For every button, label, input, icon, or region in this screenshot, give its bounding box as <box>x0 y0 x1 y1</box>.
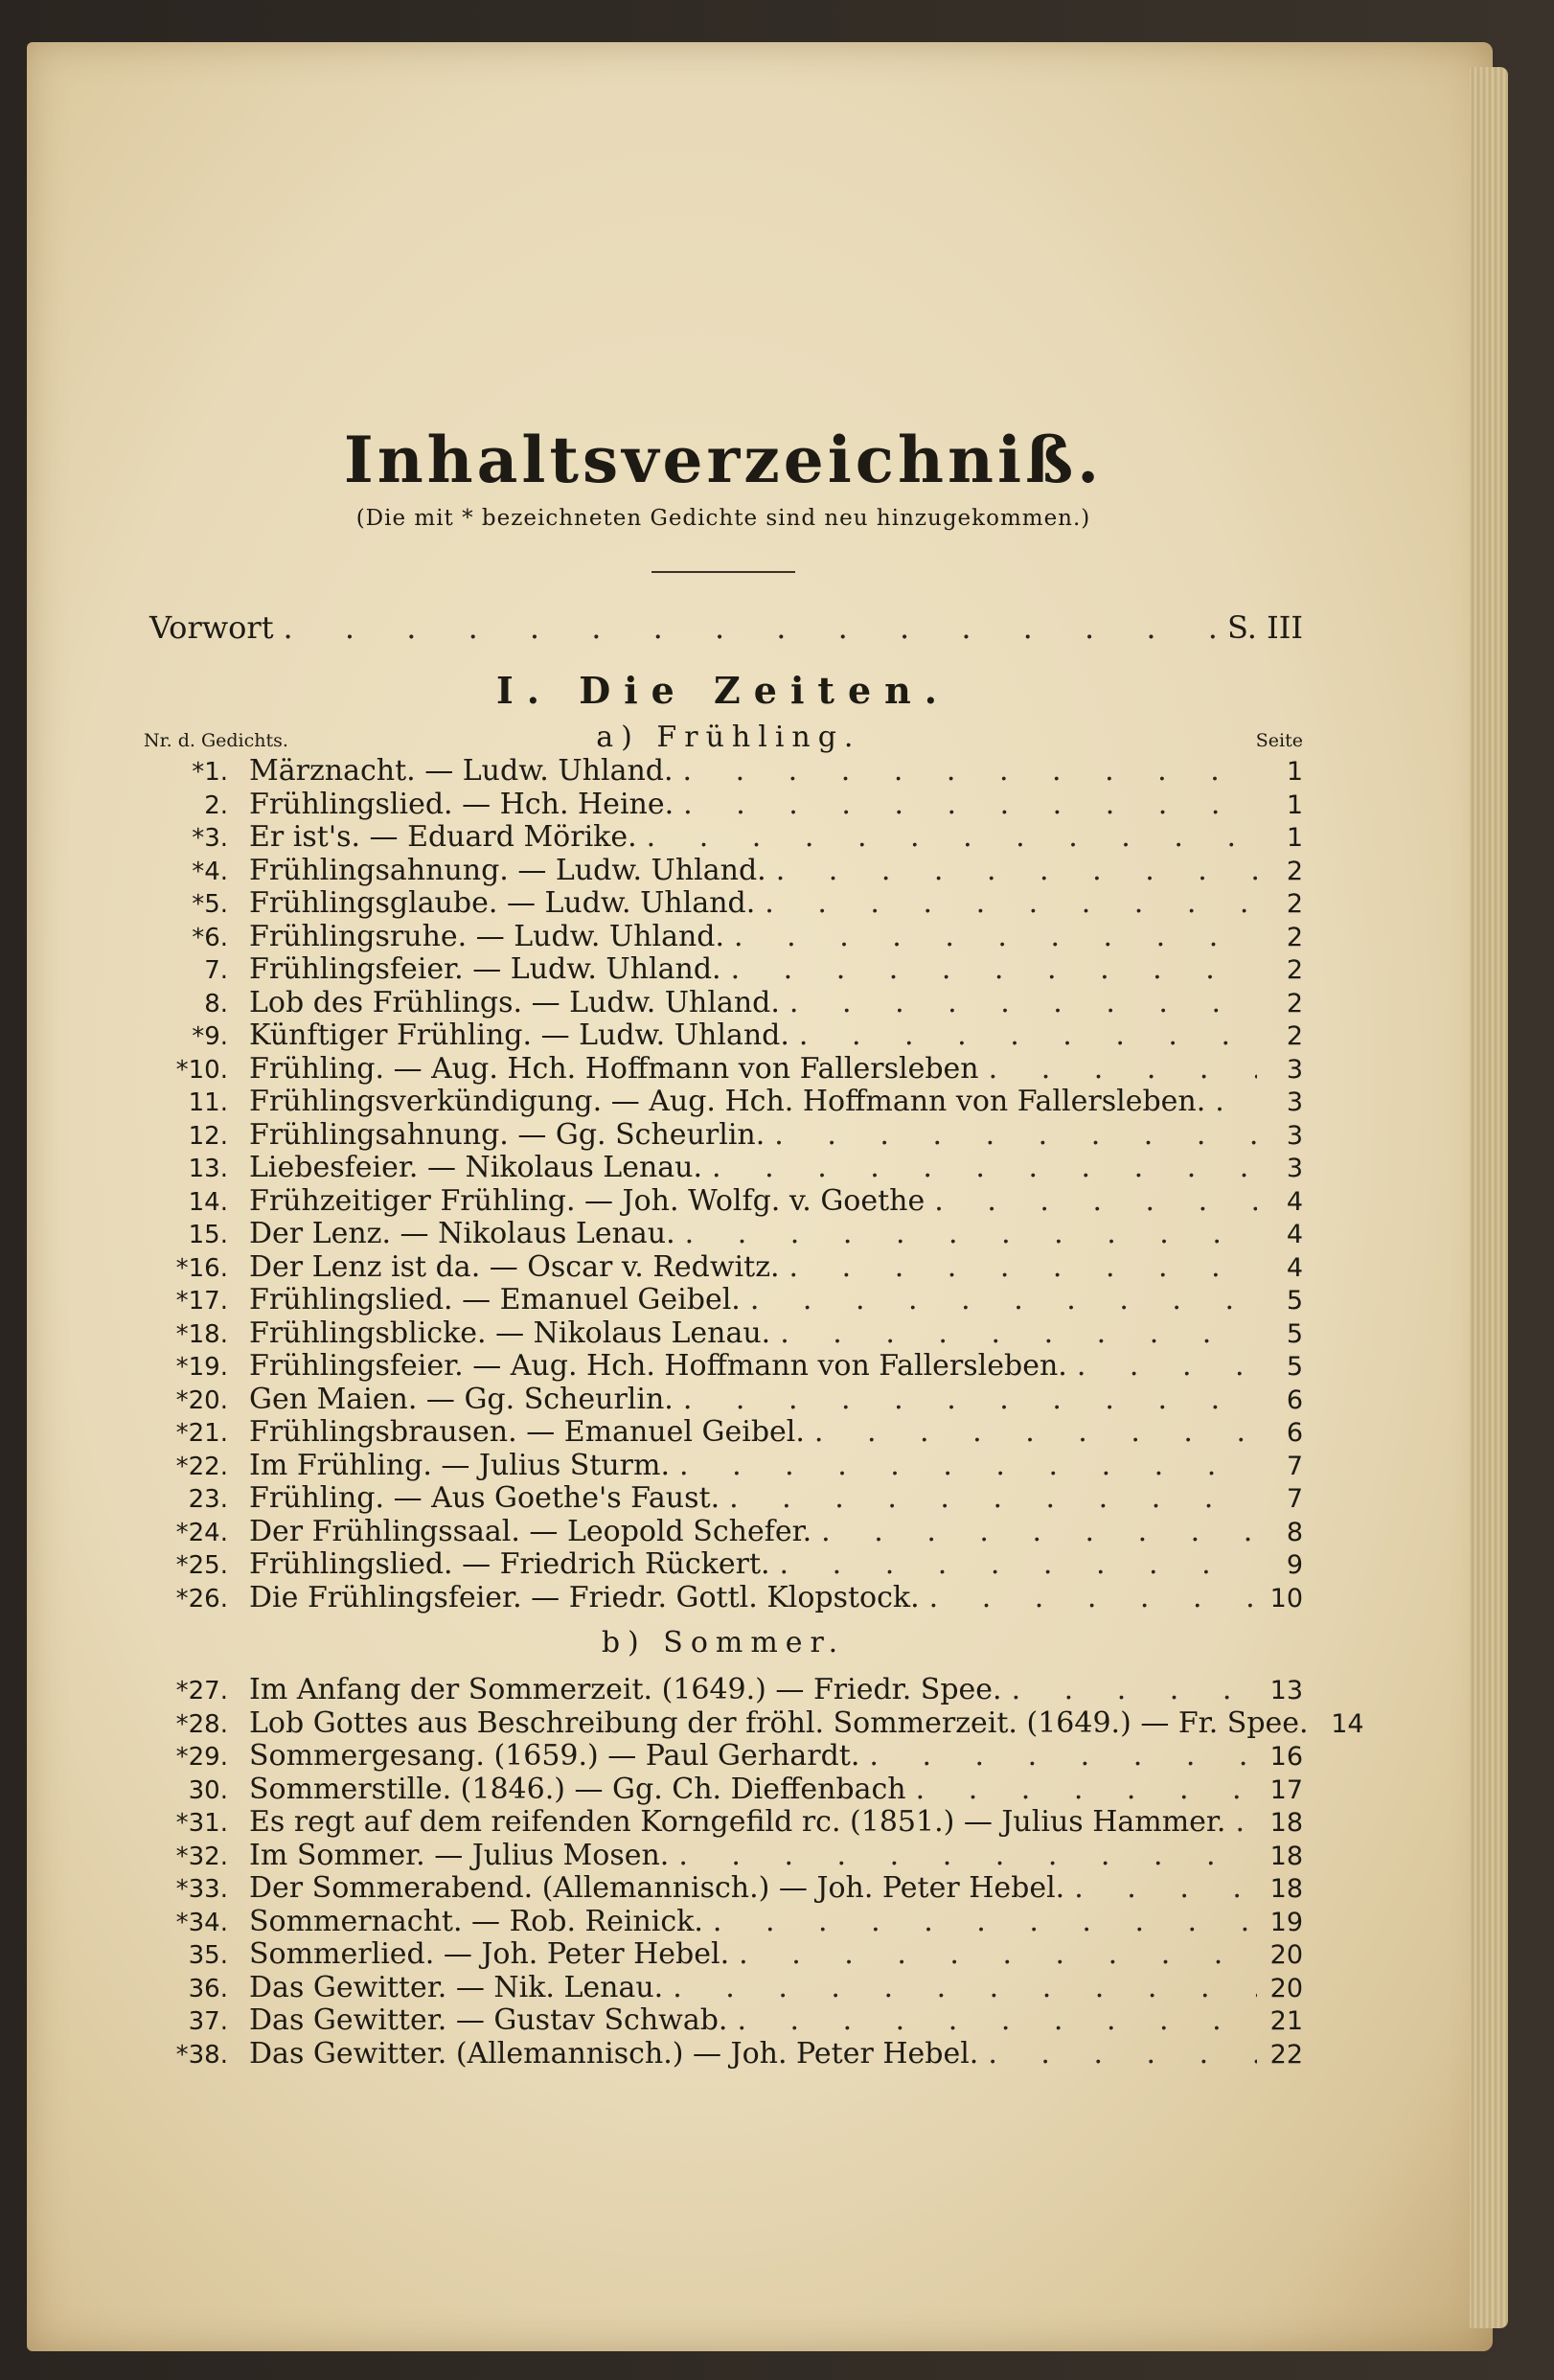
entry-page: 20 <box>1269 1940 1303 1970</box>
toc-entry <box>144 1251 1303 1285</box>
entry-title: Frühlingsverkündigung. — Aug. Hch. Hoffmann von Fallersleben. <box>249 1085 1206 1118</box>
entry-title: Der Sommerabend. (Allemannisch.) — Joh. Peter Hebel. <box>249 1871 1065 1905</box>
entry-title: Die Frühlingsfeier. — Friedr. Gottl. Klopstock. <box>249 1580 920 1614</box>
dot-leader <box>776 855 1257 888</box>
entry-page: 5 <box>1286 1352 1303 1382</box>
dot-leader <box>683 755 1257 789</box>
entry-title: Sommernacht. — Rob. Reinick. <box>249 1904 703 1938</box>
toc-entry <box>144 921 1303 954</box>
toc-entry <box>144 1119 1303 1153</box>
entry-page: 4 <box>1286 1220 1303 1249</box>
entry-page: 1 <box>1286 757 1303 787</box>
dot-leader <box>647 821 1257 855</box>
toc-entry <box>144 1284 1303 1317</box>
dot-leader <box>780 1317 1257 1351</box>
toc-entry <box>144 789 1303 822</box>
entry-title: Gen Maien. — Gg. Scheurlin. <box>249 1382 674 1416</box>
toc-entry <box>144 2004 1303 2038</box>
page-title: Inhaltsverzeichniß. <box>343 423 1104 497</box>
entry-page: 4 <box>1286 1252 1303 1283</box>
entry-title: Frühlingsahnung. — Ludw. Uhland. <box>249 853 766 887</box>
entry-number: *31. <box>175 1809 228 1838</box>
dot-leader <box>1012 1674 1257 1707</box>
entry-page: 3 <box>1286 1120 1303 1151</box>
dot-leader <box>734 921 1257 954</box>
entry-page: 2 <box>1286 922 1303 952</box>
entry-number: *26. <box>175 1584 228 1613</box>
entry-number: *32. <box>175 1842 228 1871</box>
entry-title: Frühlingsbrausen. — Emanuel Geibel. <box>249 1415 805 1449</box>
dot-leader <box>679 1450 1257 1483</box>
preface-entry <box>144 609 1303 648</box>
dot-leader <box>1235 1806 1257 1840</box>
part-heading: I. Die Zeiten. <box>496 669 950 712</box>
entry-page: 6 <box>1286 1418 1303 1448</box>
entry-title: Im Frühling. — Julius Sturm. <box>249 1448 670 1482</box>
entry-page: 6 <box>1286 1385 1303 1415</box>
entry-page: 7 <box>1286 1484 1303 1514</box>
toc-entry <box>144 855 1303 888</box>
entry-page: 1 <box>1286 823 1303 853</box>
entry-page: 2 <box>1286 856 1303 886</box>
entry-number: 11. <box>188 1088 228 1117</box>
dot-leader <box>989 1053 1257 1087</box>
dot-leader <box>821 1516 1257 1549</box>
dot-leader <box>789 987 1257 1020</box>
dot-leader <box>685 1218 1257 1251</box>
entry-number: *9. <box>192 1022 228 1051</box>
entry-number: *1. <box>192 758 228 787</box>
entry-number: 36. <box>188 1974 228 2003</box>
entry-page: 18 <box>1269 1808 1303 1838</box>
entry-number: *28. <box>175 1709 228 1739</box>
toc-entry <box>144 1774 1303 1807</box>
dot-leader <box>869 1740 1257 1774</box>
entry-page: 9 <box>1286 1550 1303 1580</box>
entry-title: Es regt auf dem reifenden Korngefild rc. (1851.) — Julius Hammer. <box>249 1805 1226 1839</box>
toc-entry <box>144 1674 1303 1707</box>
entry-number: 30. <box>188 1775 228 1805</box>
toc-entry <box>144 1317 1303 1351</box>
entry-title: Frühlingsruhe. — Ludw. Uhland. <box>249 919 725 953</box>
entry-page: 10 <box>1269 1583 1303 1613</box>
toc-entry <box>144 1740 1303 1774</box>
toc-entry <box>144 1053 1303 1087</box>
entry-title: Frühling. — Aug. Hch. Hoffmann von Fallersleben <box>249 1051 979 1086</box>
toc-entry <box>144 1972 1303 2005</box>
entry-number: 23. <box>188 1485 228 1514</box>
entry-number: 2. <box>204 790 228 820</box>
column-header-page: Seite <box>1255 730 1303 751</box>
entry-number: *17. <box>175 1287 228 1316</box>
entry-title: Der Lenz. — Nikolaus Lenau. <box>249 1217 675 1250</box>
entry-title: Im Sommer. — Julius Mosen. <box>249 1838 670 1872</box>
entry-number: 13. <box>188 1155 228 1183</box>
dot-leader <box>731 953 1257 987</box>
entry-title: Das Gewitter. — Nik. Lenau. <box>249 1970 664 2004</box>
entry-page: 3 <box>1286 1154 1303 1183</box>
toc-entry <box>144 1019 1303 1053</box>
toc-entry <box>144 2038 1303 2071</box>
entry-title: Frühlingsfeier. — Aug. Hch. Hoffmann von Fallersleben. <box>249 1349 1067 1383</box>
entry-page: 2 <box>1286 955 1303 985</box>
entry-number: *16. <box>175 1253 228 1283</box>
dot-leader <box>683 789 1257 822</box>
dot-leader <box>683 1384 1257 1417</box>
toc-entry <box>144 1548 1303 1582</box>
entry-page: 7 <box>1286 1451 1303 1481</box>
section-heading-spring: a) Frühling. <box>596 721 861 754</box>
entry-title: Der Frühlingssaal. — Leopold Schefer. <box>249 1514 812 1548</box>
entry-page: 3 <box>1286 1054 1303 1085</box>
entry-title: Künftiger Frühling. — Ludw. Uhland. <box>249 1018 789 1052</box>
toc-entry <box>144 953 1303 987</box>
entry-page: 22 <box>1269 2039 1303 2070</box>
dot-leader <box>739 1938 1257 1972</box>
entry-title: Frühling. — Aus Goethe's Faust. <box>249 1481 720 1515</box>
entry-page: 2 <box>1286 1021 1303 1051</box>
entry-number: *29. <box>175 1743 228 1772</box>
toc-entry <box>144 1350 1303 1384</box>
dot-leader <box>780 1548 1257 1582</box>
entry-page: 5 <box>1286 1318 1303 1349</box>
toc-entry <box>144 1840 1303 1873</box>
entry-title: Lob Gottes aus Beschreibung der fröhl. Sommerzeit. (1649.) — Fr. Spee. <box>249 1705 1309 1740</box>
entry-number: *38. <box>175 2040 228 2070</box>
entry-title: Liebesfeier. — Nikolaus Lenau. <box>249 1151 703 1184</box>
entry-list-summer <box>144 1673 1364 2071</box>
dot-leader <box>916 1774 1257 1807</box>
entry-page: 21 <box>1269 2006 1303 2036</box>
entry-page: 4 <box>1286 1186 1303 1217</box>
entry-page: 14 <box>1331 1708 1364 1739</box>
column-headers <box>144 721 1303 755</box>
toc-entry <box>144 987 1303 1020</box>
dot-leader <box>814 1416 1257 1450</box>
entry-page: 17 <box>1269 1774 1303 1805</box>
entry-number: 15. <box>188 1221 228 1249</box>
dot-leader <box>929 1582 1257 1615</box>
entry-page: 13 <box>1269 1676 1303 1705</box>
dot-leader <box>1074 1872 1257 1906</box>
dot-leader <box>789 1251 1257 1285</box>
entry-title: Er ist's. — Eduard Mörike. <box>249 820 637 854</box>
entry-page: 18 <box>1269 1841 1303 1871</box>
toc-entry <box>144 1384 1303 1417</box>
entry-number: *34. <box>175 1908 228 1937</box>
entry-number: 35. <box>188 1941 228 1970</box>
entry-title: Sommergesang. (1659.) — Paul Gerhardt. <box>249 1739 860 1773</box>
preface-page: S. III <box>1226 609 1303 646</box>
entry-title: Frühlingsblicke. — Nikolaus Lenau. <box>249 1316 771 1350</box>
dot-leader <box>1077 1350 1257 1384</box>
entry-number: *22. <box>175 1452 228 1481</box>
dot-leader <box>750 1284 1257 1317</box>
dot-leader <box>284 609 1218 646</box>
entry-title: Märznacht. — Ludw. Uhland. <box>249 754 674 788</box>
entry-title: Frühlingslied. — Emanuel Geibel. <box>249 1283 741 1316</box>
column-header-number: Nr. d. Gedichts. <box>144 730 288 751</box>
toc-entry <box>144 1482 1303 1516</box>
preface-label: Vorwort <box>149 609 274 646</box>
entry-page: 16 <box>1269 1742 1303 1772</box>
entry-number: 14. <box>188 1187 228 1217</box>
toc-entry <box>144 1086 1303 1119</box>
dot-leader <box>799 1019 1257 1053</box>
dot-leader <box>712 1152 1257 1185</box>
entry-page: 3 <box>1286 1087 1303 1117</box>
entry-title: Lob des Frühlings. — Ludw. Uhland. <box>249 985 780 1019</box>
entry-title: Das Gewitter. (Allemannisch.) — Joh. Peter Hebel. <box>249 2036 979 2071</box>
toc-entry <box>144 821 1303 855</box>
entry-number: *25. <box>175 1551 228 1580</box>
dot-leader <box>1215 1086 1257 1119</box>
toc-entry <box>144 1218 1303 1251</box>
toc-entry <box>144 1416 1303 1450</box>
toc-entry <box>144 1806 1303 1840</box>
table-of-contents <box>144 422 1364 2071</box>
subtitle-note: (Die mit * bezeichneten Gedichte sind neu hinzugekommen.) <box>355 506 1091 531</box>
entry-title: Frühlingsfeier. — Ludw. Uhland. <box>249 952 721 986</box>
toc-entry <box>144 1450 1303 1483</box>
entry-page: 19 <box>1269 1907 1303 1937</box>
entry-number: *6. <box>192 923 228 952</box>
dot-leader <box>678 1840 1257 1873</box>
entry-page: 1 <box>1286 790 1303 820</box>
dot-leader <box>713 1906 1257 1939</box>
toc-entry <box>144 1152 1303 1185</box>
dot-leader <box>934 1185 1257 1219</box>
divider <box>651 571 795 573</box>
entry-number: *20. <box>175 1385 228 1415</box>
dot-leader <box>988 2038 1257 2071</box>
dot-leader <box>737 2004 1257 2038</box>
entry-number: *10. <box>175 1055 228 1085</box>
entry-number: *5. <box>192 890 228 919</box>
toc-entry <box>144 1185 1303 1219</box>
toc-entry <box>144 1872 1303 1906</box>
toc-entry <box>144 1938 1303 1972</box>
dot-leader <box>765 887 1257 921</box>
entry-title: Frühlingslied. — Hch. Heine. <box>249 787 674 821</box>
dot-leader <box>673 1972 1257 2005</box>
entry-title: Frühlingsglaube. — Ludw. Uhland. <box>249 886 756 920</box>
entry-title: Frühlingsahnung. — Gg. Scheurlin. <box>249 1117 766 1152</box>
entry-number: 8. <box>204 989 228 1018</box>
entry-number: *27. <box>175 1677 228 1705</box>
entry-page: 18 <box>1269 1874 1303 1904</box>
section-heading-summer: b) Sommer. <box>601 1626 846 1659</box>
toc-entry <box>144 1705 1364 1741</box>
page-edges <box>1470 67 1508 2328</box>
entry-number: *19. <box>175 1353 228 1382</box>
entry-page: 5 <box>1286 1286 1303 1316</box>
toc-entry <box>144 755 1303 789</box>
dot-leader <box>729 1482 1257 1516</box>
toc-entry <box>144 887 1303 921</box>
entry-page: 2 <box>1286 889 1303 919</box>
entry-number: 12. <box>188 1121 228 1151</box>
entry-number: *24. <box>175 1518 228 1547</box>
toc-entry <box>144 1582 1303 1615</box>
toc-entry <box>144 1516 1303 1549</box>
entry-title: Sommerlied. — Joh. Peter Hebel. <box>249 1937 730 1971</box>
entry-title: Sommerstille. (1846.) — Gg. Ch. Dieffenbach <box>249 1772 906 1806</box>
toc-entry <box>144 1906 1303 1939</box>
entry-page: 20 <box>1269 1973 1303 2003</box>
entry-title: Frühlingslied. — Friedrich Rückert. <box>249 1547 770 1581</box>
entry-number: *33. <box>175 1875 228 1904</box>
entry-number: *21. <box>175 1419 228 1448</box>
entry-number: 37. <box>188 2007 228 2036</box>
entry-number: *3. <box>192 824 228 853</box>
entry-page: 2 <box>1286 988 1303 1018</box>
entry-title: Der Lenz ist da. — Oscar v. Redwitz. <box>249 1249 780 1284</box>
entry-title: Das Gewitter. — Gustav Schwab. <box>249 2003 728 2037</box>
entry-number: 7. <box>204 956 228 985</box>
entry-number: *4. <box>192 857 228 886</box>
entry-title: Im Anfang der Sommerzeit. (1649.) — Friedr. Spee. <box>249 1673 1002 1706</box>
entry-list-spring <box>144 755 1303 1614</box>
dot-leader <box>774 1119 1257 1153</box>
entry-number: *18. <box>175 1319 228 1349</box>
entry-page: 8 <box>1286 1517 1303 1547</box>
entry-title: Frühzeitiger Frühling. — Joh. Wolfg. v. Goethe <box>249 1183 926 1218</box>
